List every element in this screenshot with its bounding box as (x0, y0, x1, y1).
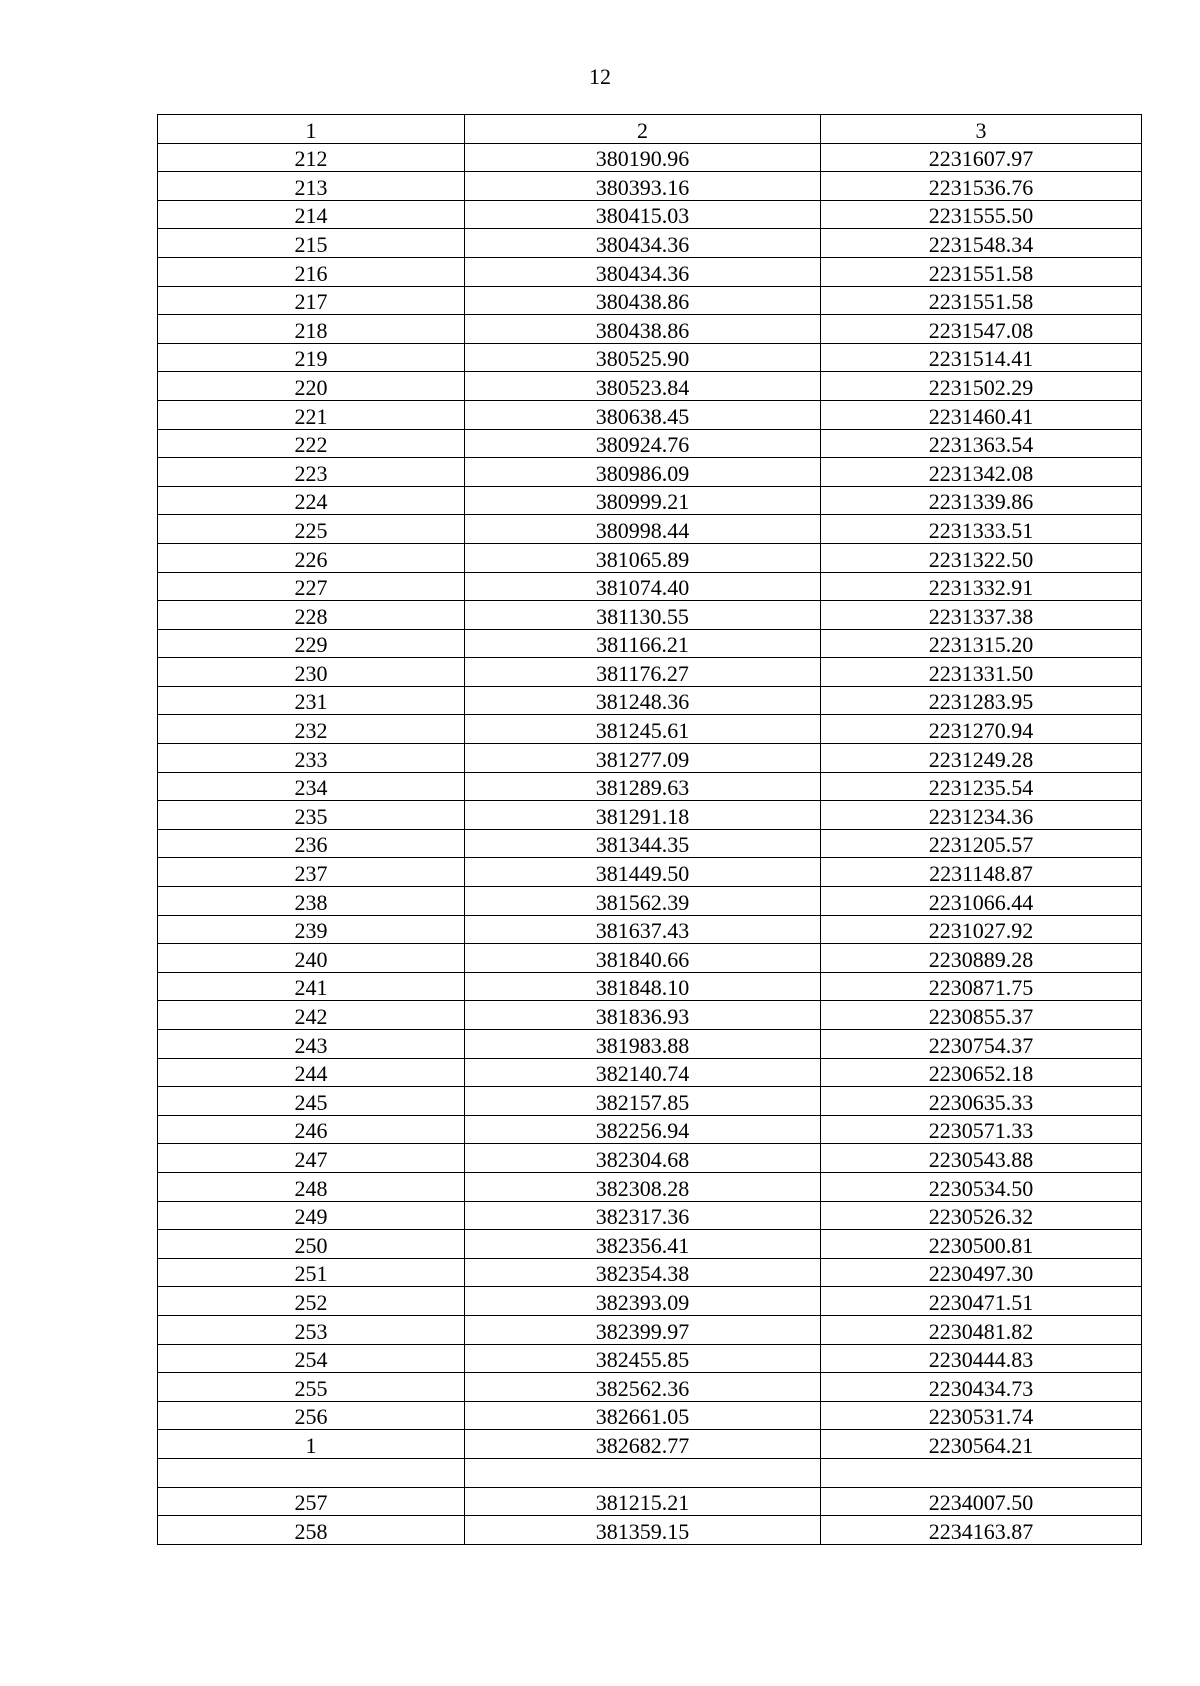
point-number-cell: 243 (158, 1030, 465, 1059)
x-coordinate-cell: 382256.94 (465, 1115, 821, 1144)
point-number-cell: 230 (158, 658, 465, 687)
table-row (158, 1115, 1142, 1144)
y-coordinate-cell: 2230497.30 (821, 1258, 1142, 1287)
table-row (158, 372, 1142, 401)
point-number-cell (158, 1458, 465, 1487)
x-coordinate-cell: 381291.18 (465, 801, 821, 830)
point-number-cell: 220 (158, 372, 465, 401)
y-coordinate-cell: 2231148.87 (821, 858, 1142, 887)
table-row (158, 829, 1142, 858)
point-number-cell: 255 (158, 1373, 465, 1402)
table-row (158, 1230, 1142, 1259)
y-coordinate-cell: 2230543.88 (821, 1144, 1142, 1173)
x-coordinate-cell: 382304.68 (465, 1144, 821, 1173)
point-number-cell: 218 (158, 315, 465, 344)
x-coordinate-cell: 380924.76 (465, 429, 821, 458)
x-coordinate-cell: 381836.93 (465, 1001, 821, 1030)
point-number-cell: 226 (158, 543, 465, 572)
x-coordinate-cell: 381562.39 (465, 887, 821, 916)
x-coordinate-cell: 380415.03 (465, 200, 821, 229)
table-row (158, 801, 1142, 830)
y-coordinate-cell: 2231514.41 (821, 343, 1142, 372)
table-row (158, 1087, 1142, 1116)
x-coordinate-cell: 381176.27 (465, 658, 821, 687)
table-row (158, 944, 1142, 973)
point-number-cell: 240 (158, 944, 465, 973)
x-coordinate-cell: 381449.50 (465, 858, 821, 887)
x-coordinate-cell: 380393.16 (465, 172, 821, 201)
y-coordinate-cell: 2231234.36 (821, 801, 1142, 830)
y-coordinate-cell: 2230652.18 (821, 1058, 1142, 1087)
table-row (158, 1201, 1142, 1230)
column-header-1: 1 (158, 115, 465, 144)
table-row (158, 143, 1142, 172)
table-row (158, 229, 1142, 258)
point-number-cell: 228 (158, 601, 465, 630)
y-coordinate-cell: 2231235.54 (821, 772, 1142, 801)
x-coordinate-cell: 382354.38 (465, 1258, 821, 1287)
point-number-cell: 212 (158, 143, 465, 172)
table-row (158, 1258, 1142, 1287)
point-number-cell: 1 (158, 1430, 465, 1459)
y-coordinate-cell: 2231205.57 (821, 829, 1142, 858)
y-coordinate-cell: 2230889.28 (821, 944, 1142, 973)
x-coordinate-cell: 382356.41 (465, 1230, 821, 1259)
table-row (158, 1172, 1142, 1201)
x-coordinate-cell: 382455.85 (465, 1344, 821, 1373)
point-number-cell: 235 (158, 801, 465, 830)
point-number-cell: 241 (158, 972, 465, 1001)
point-number-cell: 216 (158, 257, 465, 286)
y-coordinate-cell: 2231333.51 (821, 515, 1142, 544)
point-number-cell: 250 (158, 1230, 465, 1259)
table-row (158, 686, 1142, 715)
table-row (158, 1487, 1142, 1516)
y-coordinate-cell: 2230635.33 (821, 1087, 1142, 1116)
coordinates-table-body (158, 115, 1142, 1545)
point-number-cell: 231 (158, 686, 465, 715)
x-coordinate-cell: 382157.85 (465, 1087, 821, 1116)
point-number-cell: 222 (158, 429, 465, 458)
x-coordinate-cell: 380638.45 (465, 400, 821, 429)
x-coordinate-cell: 381840.66 (465, 944, 821, 973)
table-row (158, 1373, 1142, 1402)
y-coordinate-cell: 2231547.08 (821, 315, 1142, 344)
y-coordinate-cell: 2230871.75 (821, 972, 1142, 1001)
x-coordinate-cell: 382661.05 (465, 1401, 821, 1430)
table-row (158, 972, 1142, 1001)
point-number-cell: 221 (158, 400, 465, 429)
point-number-cell: 248 (158, 1172, 465, 1201)
y-coordinate-cell: 2231548.34 (821, 229, 1142, 258)
point-number-cell: 246 (158, 1115, 465, 1144)
x-coordinate-cell: 381277.09 (465, 744, 821, 773)
table-row (158, 286, 1142, 315)
x-coordinate-cell (465, 1458, 821, 1487)
column-header-2: 2 (465, 115, 821, 144)
table-row (158, 1516, 1142, 1545)
table-row (158, 1315, 1142, 1344)
table-row (158, 200, 1142, 229)
y-coordinate-cell: 2230526.32 (821, 1201, 1142, 1230)
coordinates-table (157, 114, 1142, 1545)
y-coordinate-cell: 2231555.50 (821, 200, 1142, 229)
y-coordinate-cell: 2231607.97 (821, 143, 1142, 172)
y-coordinate-cell: 2230444.83 (821, 1344, 1142, 1373)
point-number-cell: 229 (158, 629, 465, 658)
y-coordinate-cell: 2231551.58 (821, 286, 1142, 315)
table-row (158, 400, 1142, 429)
x-coordinate-cell: 380986.09 (465, 458, 821, 487)
point-number-cell: 256 (158, 1401, 465, 1430)
y-coordinate-cell: 2234007.50 (821, 1487, 1142, 1516)
table-row (158, 887, 1142, 916)
x-coordinate-cell: 381344.35 (465, 829, 821, 858)
y-coordinate-cell: 2231363.54 (821, 429, 1142, 458)
table-row (158, 486, 1142, 515)
x-coordinate-cell: 380438.86 (465, 315, 821, 344)
table-row (158, 172, 1142, 201)
point-number-cell: 213 (158, 172, 465, 201)
point-number-cell: 257 (158, 1487, 465, 1516)
y-coordinate-cell: 2231460.41 (821, 400, 1142, 429)
y-coordinate-cell: 2231027.92 (821, 915, 1142, 944)
point-number-cell: 237 (158, 858, 465, 887)
table-row (158, 458, 1142, 487)
table-row (158, 915, 1142, 944)
y-coordinate-cell: 2231322.50 (821, 543, 1142, 572)
y-coordinate-cell: 2231551.58 (821, 257, 1142, 286)
table-row (158, 715, 1142, 744)
table-row (158, 1458, 1142, 1487)
point-number-cell: 238 (158, 887, 465, 916)
table-row (158, 744, 1142, 773)
table-row (158, 1430, 1142, 1459)
column-header-3: 3 (821, 115, 1142, 144)
table-row (158, 257, 1142, 286)
point-number-cell: 258 (158, 1516, 465, 1545)
table-row (158, 515, 1142, 544)
x-coordinate-cell: 382308.28 (465, 1172, 821, 1201)
x-coordinate-cell: 381245.61 (465, 715, 821, 744)
table-row (158, 858, 1142, 887)
y-coordinate-cell: 2230471.51 (821, 1287, 1142, 1316)
y-coordinate-cell: 2231339.86 (821, 486, 1142, 515)
point-number-cell: 245 (158, 1087, 465, 1116)
table-row (158, 1001, 1142, 1030)
y-coordinate-cell: 2230534.50 (821, 1172, 1142, 1201)
x-coordinate-cell: 380523.84 (465, 372, 821, 401)
x-coordinate-cell: 381248.36 (465, 686, 821, 715)
point-number-cell: 232 (158, 715, 465, 744)
x-coordinate-cell: 380999.21 (465, 486, 821, 515)
y-coordinate-cell: 2230531.74 (821, 1401, 1142, 1430)
table-row (158, 629, 1142, 658)
x-coordinate-cell: 382562.36 (465, 1373, 821, 1402)
point-number-cell: 233 (158, 744, 465, 773)
table-row (158, 658, 1142, 687)
table-row (158, 1344, 1142, 1373)
table-row (158, 1144, 1142, 1173)
table-row (158, 1058, 1142, 1087)
y-coordinate-cell: 2231536.76 (821, 172, 1142, 201)
point-number-cell: 253 (158, 1315, 465, 1344)
table-row (158, 429, 1142, 458)
table-row (158, 543, 1142, 572)
x-coordinate-cell: 382399.97 (465, 1315, 821, 1344)
x-coordinate-cell: 380434.36 (465, 257, 821, 286)
table-row (158, 1401, 1142, 1430)
y-coordinate-cell: 2231249.28 (821, 744, 1142, 773)
x-coordinate-cell: 381215.21 (465, 1487, 821, 1516)
y-coordinate-cell: 2230855.37 (821, 1001, 1142, 1030)
table-row (158, 1030, 1142, 1059)
y-coordinate-cell: 2230754.37 (821, 1030, 1142, 1059)
x-coordinate-cell: 381289.63 (465, 772, 821, 801)
x-coordinate-cell: 381359.15 (465, 1516, 821, 1545)
point-number-cell: 227 (158, 572, 465, 601)
point-number-cell: 247 (158, 1144, 465, 1173)
table-row (158, 601, 1142, 630)
point-number-cell: 219 (158, 343, 465, 372)
y-coordinate-cell: 2230564.21 (821, 1430, 1142, 1459)
point-number-cell: 242 (158, 1001, 465, 1030)
x-coordinate-cell: 381065.89 (465, 543, 821, 572)
x-coordinate-cell: 380998.44 (465, 515, 821, 544)
page-number: 12 (589, 64, 611, 89)
point-number-cell: 249 (158, 1201, 465, 1230)
y-coordinate-cell: 2231337.38 (821, 601, 1142, 630)
point-number-cell: 225 (158, 515, 465, 544)
x-coordinate-cell: 381983.88 (465, 1030, 821, 1059)
y-coordinate-cell: 2231066.44 (821, 887, 1142, 916)
y-coordinate-cell: 2230571.33 (821, 1115, 1142, 1144)
x-coordinate-cell: 382140.74 (465, 1058, 821, 1087)
y-coordinate-cell: 2231331.50 (821, 658, 1142, 687)
y-coordinate-cell: 2231283.95 (821, 686, 1142, 715)
y-coordinate-cell: 2231332.91 (821, 572, 1142, 601)
x-coordinate-cell: 381166.21 (465, 629, 821, 658)
x-coordinate-cell: 382393.09 (465, 1287, 821, 1316)
x-coordinate-cell: 382682.77 (465, 1430, 821, 1459)
x-coordinate-cell: 381074.40 (465, 572, 821, 601)
point-number-cell: 239 (158, 915, 465, 944)
point-number-cell: 251 (158, 1258, 465, 1287)
point-number-cell: 224 (158, 486, 465, 515)
y-coordinate-cell: 2231342.08 (821, 458, 1142, 487)
y-coordinate-cell: 2231315.20 (821, 629, 1142, 658)
table-header-row (158, 115, 1142, 144)
table-row (158, 315, 1142, 344)
point-number-cell: 223 (158, 458, 465, 487)
y-coordinate-cell: 2230481.82 (821, 1315, 1142, 1344)
x-coordinate-cell: 380190.96 (465, 143, 821, 172)
point-number-cell: 214 (158, 200, 465, 229)
table-row (158, 572, 1142, 601)
point-number-cell: 252 (158, 1287, 465, 1316)
point-number-cell: 254 (158, 1344, 465, 1373)
x-coordinate-cell: 381130.55 (465, 601, 821, 630)
y-coordinate-cell: 2234163.87 (821, 1516, 1142, 1545)
x-coordinate-cell: 380438.86 (465, 286, 821, 315)
table-row (158, 772, 1142, 801)
table-row (158, 1287, 1142, 1316)
y-coordinate-cell: 2231502.29 (821, 372, 1142, 401)
x-coordinate-cell: 381637.43 (465, 915, 821, 944)
x-coordinate-cell: 380434.36 (465, 229, 821, 258)
point-number-cell: 236 (158, 829, 465, 858)
y-coordinate-cell: 2230500.81 (821, 1230, 1142, 1259)
x-coordinate-cell: 381848.10 (465, 972, 821, 1001)
y-coordinate-cell (821, 1458, 1142, 1487)
point-number-cell: 217 (158, 286, 465, 315)
x-coordinate-cell: 382317.36 (465, 1201, 821, 1230)
y-coordinate-cell: 2231270.94 (821, 715, 1142, 744)
table-row (158, 343, 1142, 372)
point-number-cell: 244 (158, 1058, 465, 1087)
y-coordinate-cell: 2230434.73 (821, 1373, 1142, 1402)
point-number-cell: 215 (158, 229, 465, 258)
x-coordinate-cell: 380525.90 (465, 343, 821, 372)
point-number-cell: 234 (158, 772, 465, 801)
